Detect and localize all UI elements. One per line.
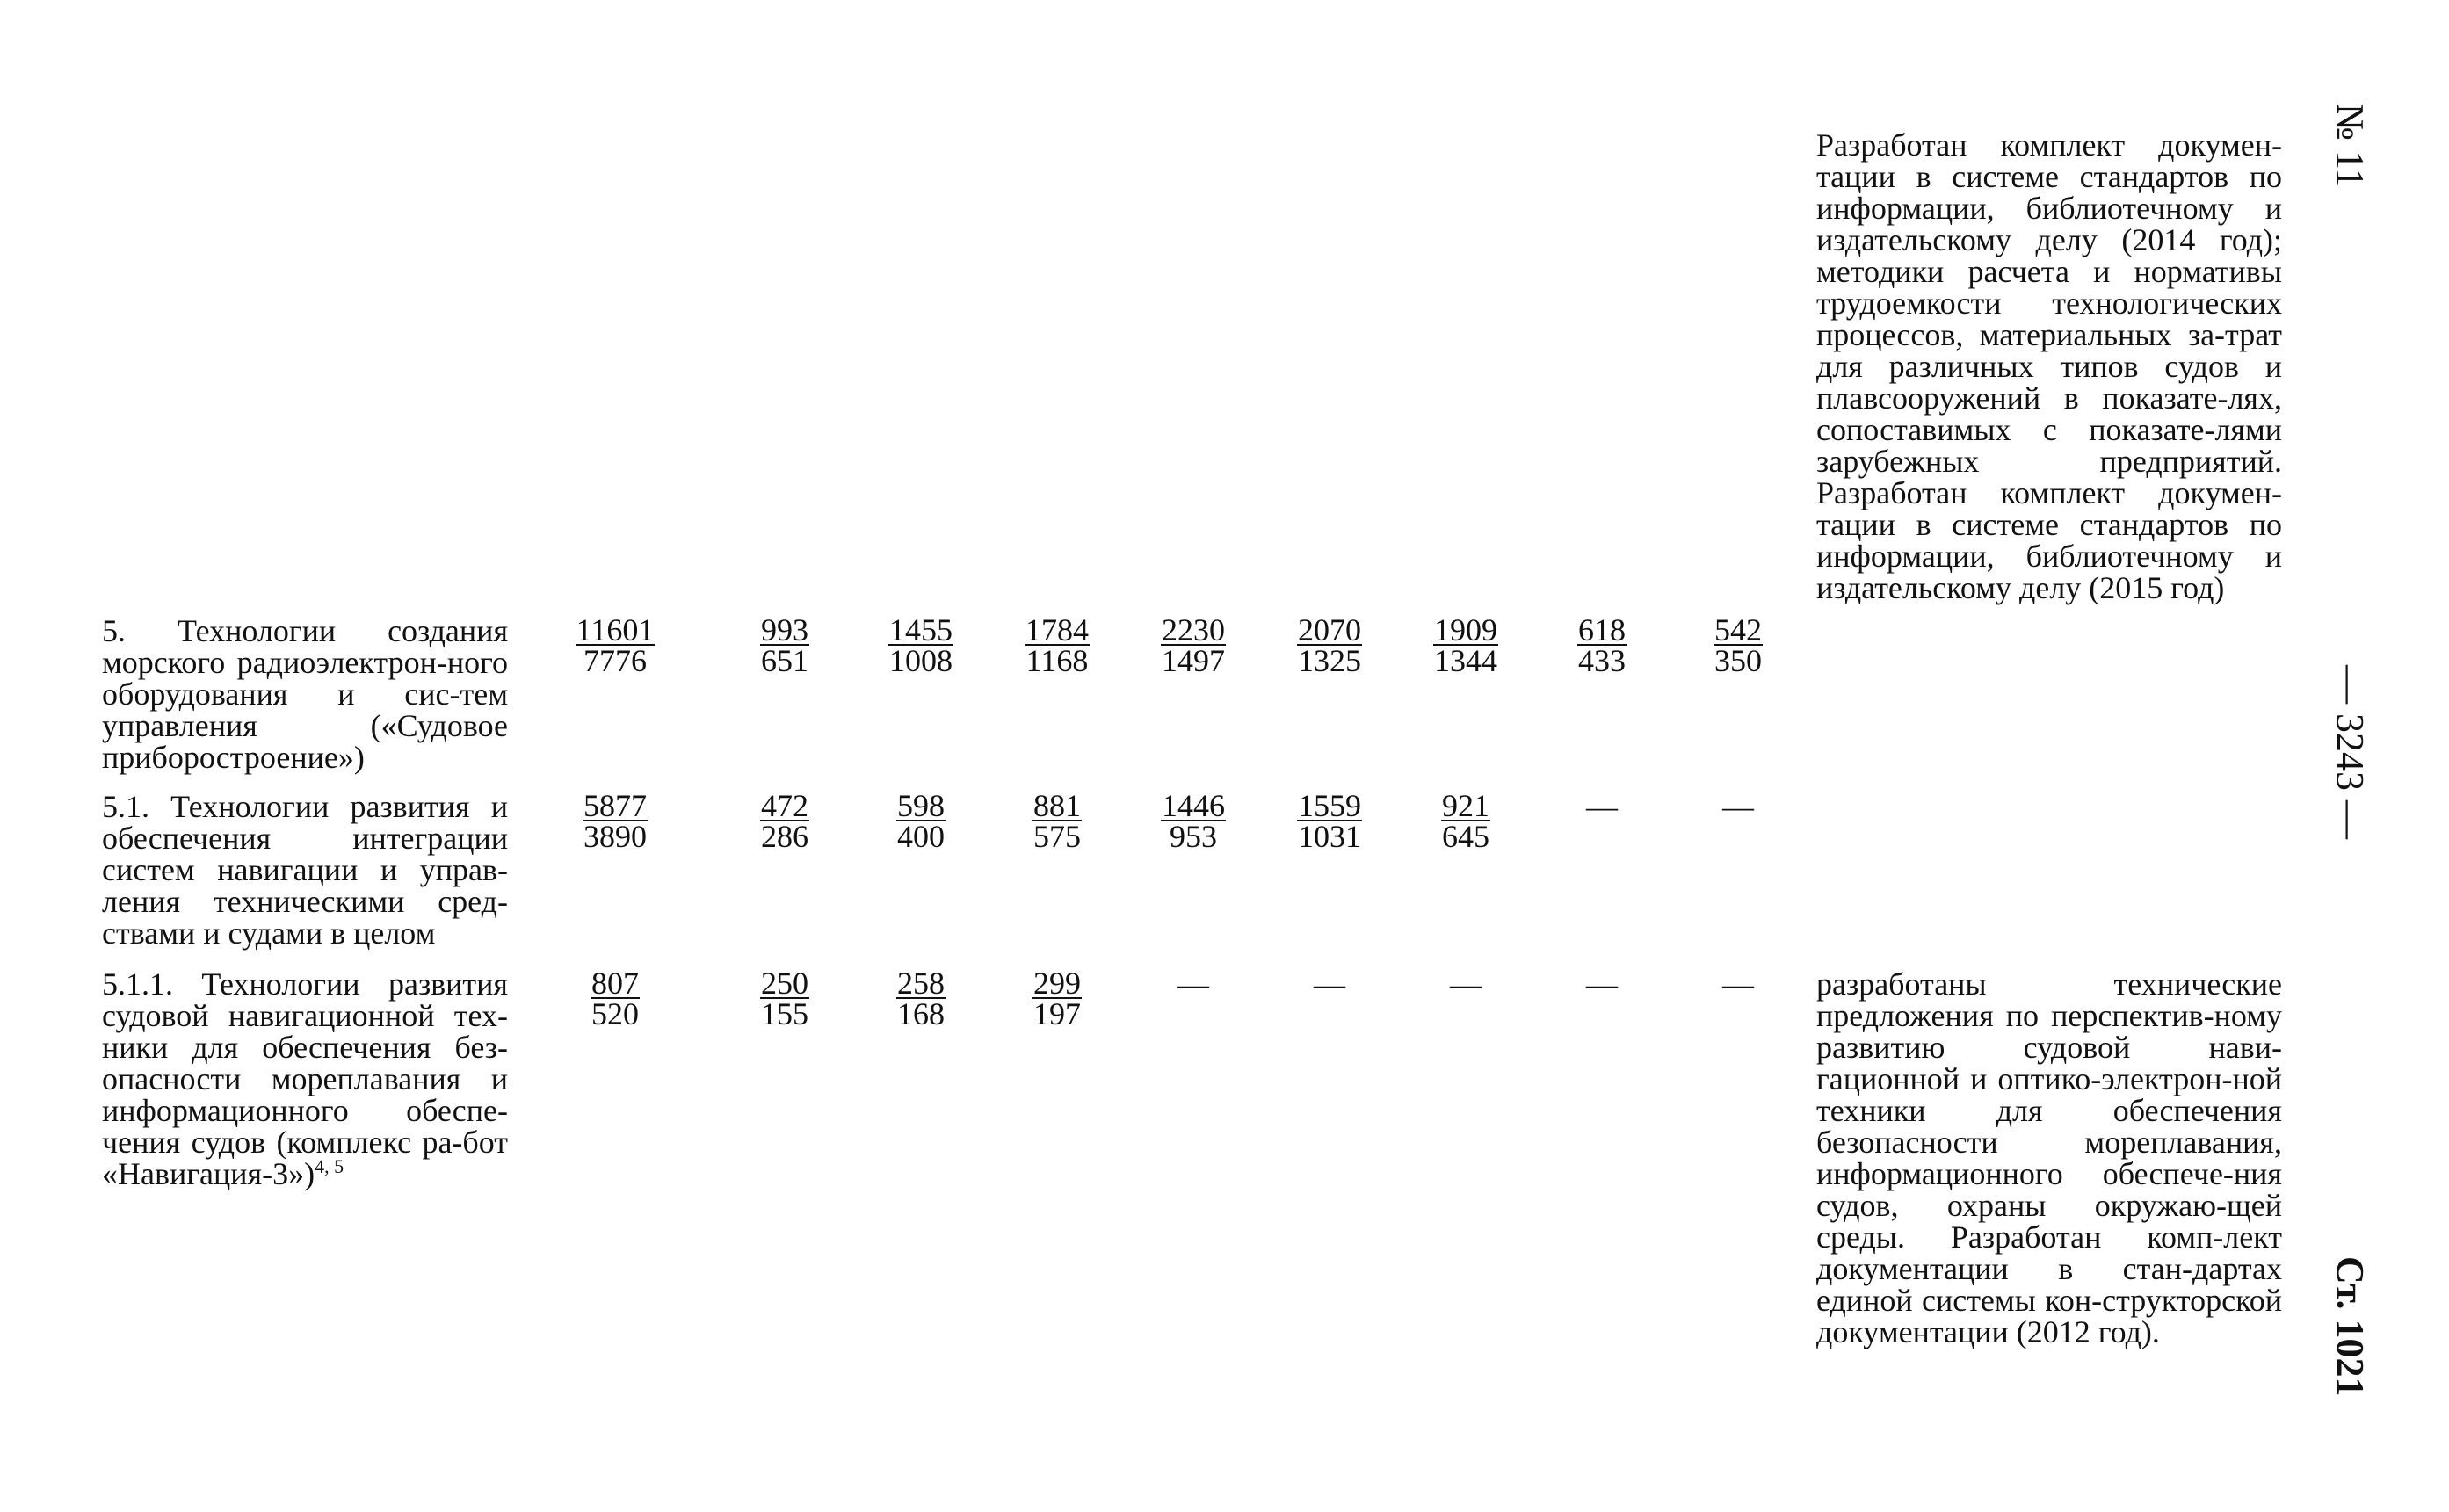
value-fraction: [732, 788, 837, 854]
row-description: разработаны технические предложения по перспектив-ному развитию судовой нави-гационной и оптико-электрон-ной техники для обеспечения безопасности мореплавания, информационного обеспече-ния судов, охраны окружаю-щей среды. Разработан комп-лект документации в стан-дартах единой системы кон-структорской документации (2012 год).: [1816, 966, 2282, 1349]
value-fraction: [1141, 788, 1246, 854]
row-label: 5. Технологии создания морского радиоэлектрон-ного оборудования и сис-тем управления («Судовое приборостроение»): [102, 613, 508, 775]
value-denominator: 155: [761, 996, 808, 1031]
value-denominator: 286: [761, 819, 808, 854]
value-fraction: [1277, 788, 1382, 854]
value-numerator: 299: [1033, 966, 1081, 1001]
value-numerator: 1909: [1434, 612, 1497, 647]
value-denominator: 1325: [1298, 643, 1361, 678]
value-numerator: 881: [1033, 788, 1081, 823]
value-fraction: [1685, 612, 1791, 678]
value-denominator: 400: [897, 819, 945, 854]
value-denominator: 350: [1714, 643, 1762, 678]
value-numerator: 472: [761, 788, 808, 823]
value-denominator: 645: [1442, 819, 1489, 854]
value-dash: —: [1177, 966, 1209, 1002]
value-fraction: [868, 968, 974, 1030]
value-numerator: 807: [591, 966, 639, 1001]
value-numerator: 1446: [1162, 788, 1225, 823]
value-numerator: 258: [897, 966, 945, 1001]
value-dash: —: [1314, 966, 1345, 1002]
value-fraction: [1277, 612, 1382, 678]
value-numerator: 250: [761, 966, 808, 1001]
value-numerator: 993: [761, 612, 808, 647]
value-fraction: [1004, 788, 1110, 854]
footnote-ref: 4, 5: [315, 1155, 344, 1177]
value-numerator: 1559: [1298, 788, 1361, 823]
value-numerator: 542: [1714, 612, 1762, 647]
value-dash: —: [1586, 966, 1618, 1002]
value-fraction: [732, 612, 837, 678]
value-denominator: 1031: [1298, 819, 1361, 854]
row-label: 5.1. Технологии развития и обеспечения интеграции систем навигации и управ-ления техническими сред-ствами и судами в целом: [102, 789, 508, 951]
value-denominator: 520: [591, 996, 639, 1031]
row-label: [102, 968, 508, 1190]
value-dash: —: [1722, 789, 1754, 824]
value-numerator: 598: [897, 788, 945, 823]
value-numerator: 1455: [889, 612, 953, 647]
value-dash: —: [1586, 789, 1618, 824]
value-denominator: 953: [1170, 819, 1217, 854]
value-denominator: 1497: [1162, 643, 1225, 678]
value-denominator: 168: [897, 996, 945, 1031]
article-number: Ст. 1021: [2329, 1256, 2372, 1397]
value-denominator: 1344: [1434, 643, 1497, 678]
value-numerator: 2230: [1162, 612, 1225, 647]
value-denominator: 575: [1033, 819, 1081, 854]
value-fraction: [732, 968, 837, 1030]
value-denominator: 7776: [583, 643, 647, 678]
value-numerator: 2070: [1298, 612, 1361, 647]
value-numerator: 921: [1442, 788, 1489, 823]
top-description: Разработан комплект докумен-тации в системе стандартов по информации, библиотечному и издательскому делу (2014 год); методики расчета и нормативы трудоемкости технологических процессов, материальных за-трат для различных типов судов и плавсооружений в показате-лях, сопоставимых с показате-лями зарубежных предприятий. Разработан комплект докумен-тации в системе стандартов по информации, библиотечному и издательскому делу (2015 год): [1816, 127, 2282, 605]
value-numerator: 1784: [1025, 612, 1089, 647]
value-denominator: 3890: [583, 819, 647, 854]
row-label-text: 5.1.1. Технологии развития судовой навигационной тех-ники для обеспечения без-опасности мореплавания и информационного обеспе-чения судов (комплекс ра-бот «Навигация-3»): [102, 966, 508, 1191]
value-fraction: [868, 788, 974, 854]
value-numerator: 618: [1578, 612, 1626, 647]
value-numerator: 11601: [576, 612, 655, 647]
page-number: — 3243 —: [2329, 665, 2372, 839]
value-denominator: 197: [1033, 996, 1081, 1031]
value-denominator: 1168: [1025, 643, 1089, 678]
value-dash: —: [1450, 966, 1482, 1002]
value-fraction: [562, 788, 668, 854]
issue-number: № 11: [2329, 104, 2372, 188]
value-denominator: 433: [1578, 643, 1626, 678]
value-denominator: 1008: [889, 643, 953, 678]
value-numerator: 5877: [583, 788, 647, 823]
value-fraction: [1549, 612, 1655, 678]
value-fraction: [562, 968, 668, 1030]
value-fraction: [1004, 968, 1110, 1030]
value-fraction: [1413, 788, 1518, 854]
value-fraction: [562, 612, 668, 678]
value-fraction: [868, 612, 974, 678]
value-fraction: [1413, 612, 1518, 678]
value-fraction: [1004, 612, 1110, 678]
value-denominator: 651: [761, 643, 808, 678]
value-dash: —: [1722, 966, 1754, 1002]
value-fraction: [1141, 612, 1246, 678]
